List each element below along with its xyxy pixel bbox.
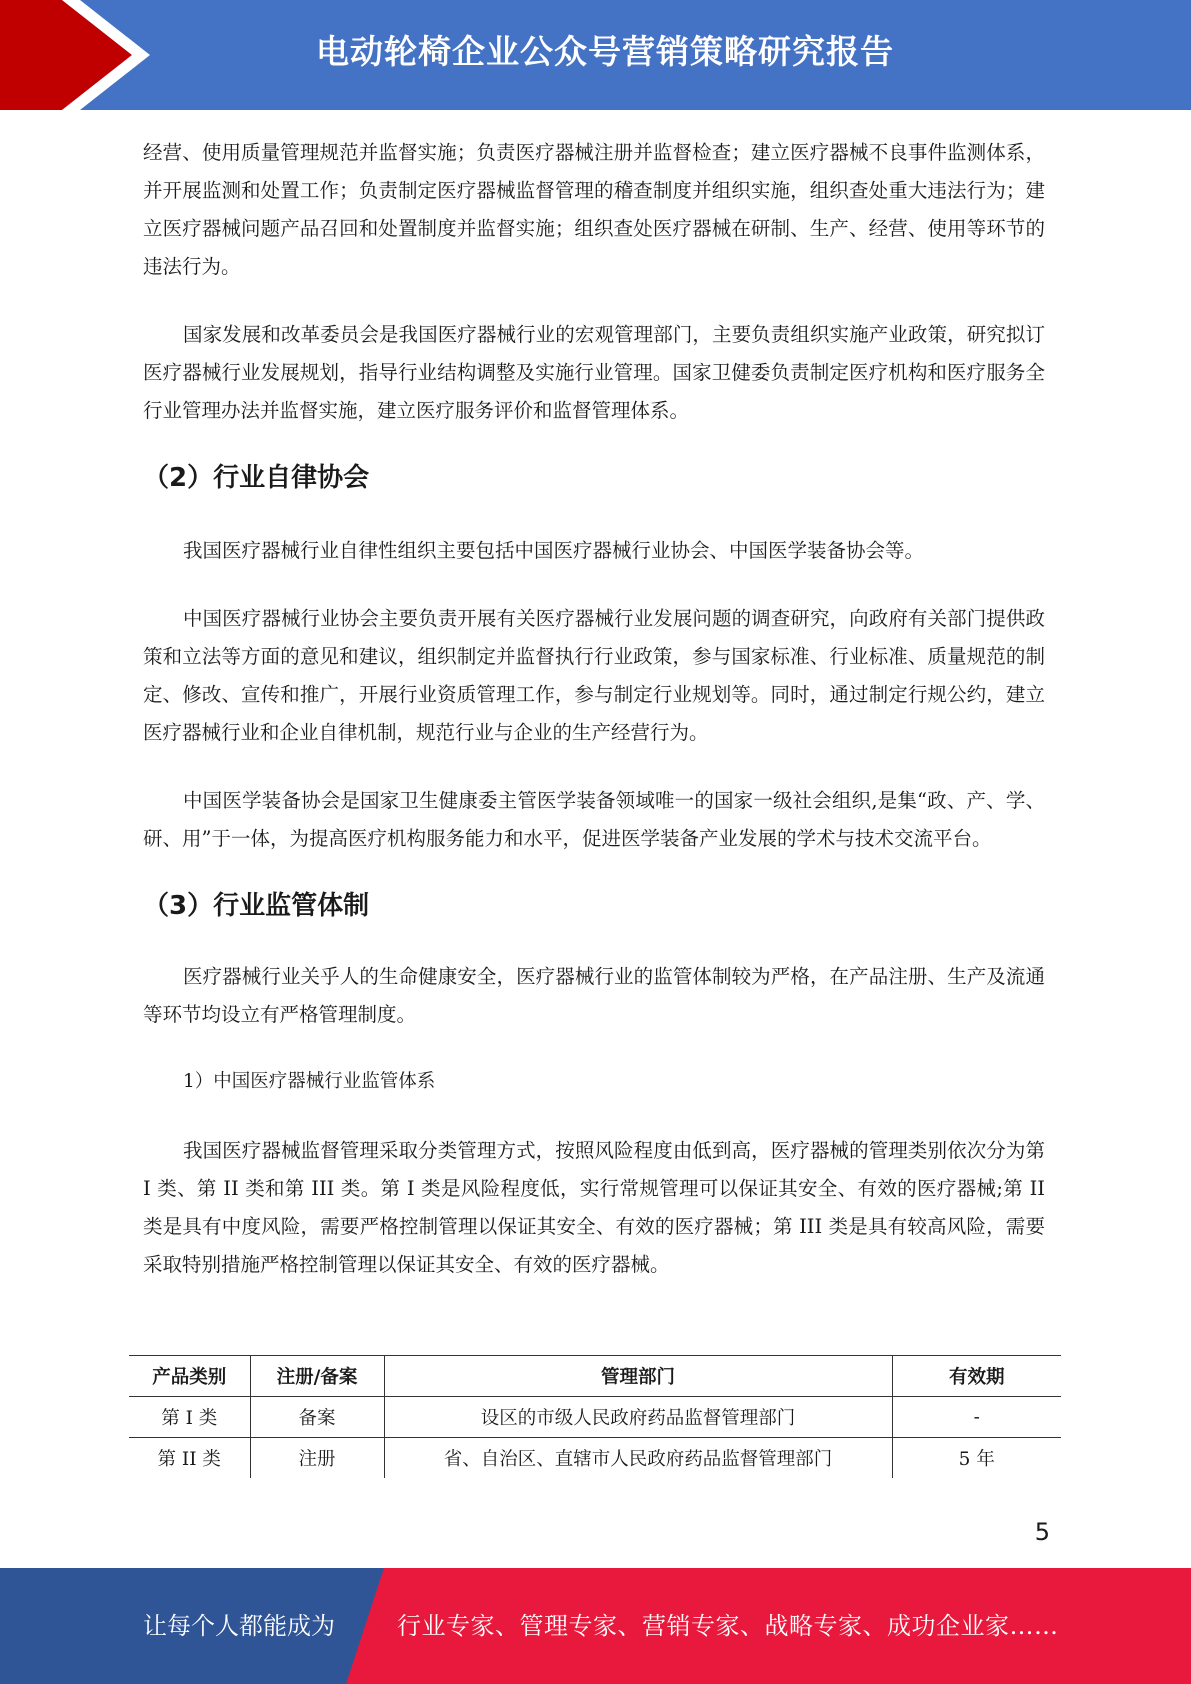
- paragraph-6: 医疗器械行业关乎人的生命健康安全，医疗器械行业的监管体制较为严格，在产品注册、生产及流通等环节均设立有严格管理制度。: [143, 965, 1045, 1026]
- section-heading-3: （3）行业监管体制: [143, 891, 370, 921]
- paragraph-1: 经营、使用质量管理规范并监督实施；负责医疗器械注册并监督检查；建立医疗器械不良事件监测体系，并开展监测和处置工作；负责制定医疗器械监督管理的稽查制度并组织实施，组织查处重大违法行为；建立医疗器械问题产品召回和处置制度并监督实施；组织查处医疗器械在研制、生产、经营、使用等环节的违法行为。: [143, 141, 1045, 278]
- section-heading-2: （2）行业自律协会: [143, 463, 370, 493]
- paragraph-3: 我国医疗器械行业自律性组织主要包括中国医疗器械行业协会、中国医学装备协会等。: [183, 539, 925, 562]
- table-cell: 第 II 类: [129, 1438, 250, 1479]
- page-header: [0, 0, 1191, 110]
- table-cell: 设区的市级人民政府药品监督管理部门: [384, 1397, 892, 1438]
- paragraph-5: 中国医学装备协会是国家卫生健康委主管医学装备领域唯一的国家一级社会组织,是集“政、产、学、研、用”于一体，为提高医疗机构服务能力和水平，促进医学装备产业发展的学术与技术交流平台。: [143, 789, 1045, 850]
- footer-slogan-right: 行业专家、管理专家、营销专家、战略专家、成功企业家……: [397, 1612, 1059, 1640]
- footer-slogan-left: 让每个人都能成为: [143, 1612, 335, 1640]
- table-cell: 5 年: [892, 1438, 1061, 1479]
- paragraph-2: 国家发展和改革委员会是我国医疗器械行业的宏观管理部门，主要负责组织实施产业政策，研究拟订医疗器械行业发展规划，指导行业结构调整及实施行业管理。国家卫健委负责制定医疗机构和医疗服务全行业管理办法并监督实施，建立医疗服务评价和监督管理体系。: [143, 323, 1045, 422]
- table-cell: 备案: [250, 1397, 384, 1438]
- main-content: [143, 134, 1045, 1284]
- report-title: 电动轮椅企业公众号营销策略研究报告: [316, 32, 894, 71]
- table-header-cell: 有效期: [892, 1356, 1061, 1397]
- paragraph-7: 我国医疗器械监督管理采取分类管理方式，按照风险程度由低到高，医疗器械的管理类别依次分为第 I 类、第 II 类和第 III 类。第 I 类是风险程度低，实行常规管理可以保证其安全、有效的医疗器械;第 II 类是具有中度风险，需要严格控制管理以保证其安全、有效的医疗器械；第 III 类是具有较高风险，需要采取特别措施严格控制管理以保证其安全、有效的医疗器械。: [143, 1139, 1045, 1276]
- table-row: [129, 1438, 1061, 1479]
- page-footer: [0, 1568, 1191, 1684]
- paragraph-4: 中国医疗器械行业协会主要负责开展有关医疗器械行业发展问题的调查研究，向政府有关部门提供政策和立法等方面的意见和建议，组织制定并监督执行行业政策，参与国家标准、行业标准、质量规范的制定、修改、宣传和推广，开展行业资质管理工作，参与制定行业规划等。同时，通过制定行规公约，建立医疗器械行业和企业自律机制，规范行业与企业的生产经营行为。: [143, 607, 1045, 744]
- table-header-row: [129, 1356, 1061, 1397]
- table-cell: 省、自治区、直辖市人民政府药品监督管理部门: [384, 1438, 892, 1479]
- classification-table: [129, 1355, 1061, 1478]
- table-row: [129, 1397, 1061, 1438]
- table-header-cell: 注册/备案: [250, 1356, 384, 1397]
- table-header-cell: 管理部门: [384, 1356, 892, 1397]
- subsection-title: 1）中国医疗器械行业监管体系: [183, 1071, 436, 1092]
- table-header-cell: 产品类别: [129, 1356, 250, 1397]
- table-cell: -: [892, 1397, 1061, 1438]
- table-cell: 第 I 类: [129, 1397, 250, 1438]
- table-cell: 注册: [250, 1438, 384, 1479]
- page-number: 5: [1034, 1518, 1050, 1546]
